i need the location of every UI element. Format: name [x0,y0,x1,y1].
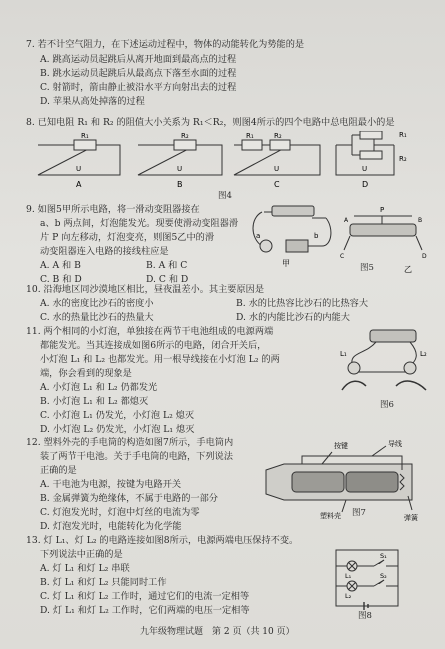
q8-label-b: B [177,180,183,189]
figure-4-caption: 图4 [218,191,232,201]
page-footer: 九年级物理试题 第 2 页（共 10 页） [140,627,295,637]
q12-fig-button: 按键 [334,442,348,450]
q10-option-b: B. 水的比热容比沙石的比热容大 [236,298,369,309]
figure-6-caption: 图6 [380,400,394,410]
figure-8-circuit [330,546,404,612]
q9-fig-term-d: D [422,253,427,260]
q13-line-2: 下列说法中正确的是 [40,549,123,560]
q8-label-a: A [76,180,82,189]
q10-option-a: A. 水的密度比沙石的密度小 [40,298,154,309]
q8-c-r1-label: R₁ [246,132,254,140]
q13-line-1: 13. 灯 L₁、灯 L₂ 的电路连接如图8所示，电源两端电压保持不变。 [26,535,299,546]
q13-fig-l2: L₂ [345,592,352,600]
q12-fig-spring: 弹簧 [404,514,418,522]
q12-option-a: A. 干电池为电源，按键为电路开关 [40,479,182,490]
q9-line-4: 动变阻器连入电路的接线柱应是 [40,246,169,257]
figure-7-flashlight [262,436,432,522]
q9-fig-term-c: C [340,253,345,260]
q9-fig-term-b: B [418,217,423,224]
q13-fig-l1: L₁ [345,572,352,580]
q8-a-u: U [76,165,82,173]
q8-label-c: C [274,180,280,189]
q13-option-a: A. 灯 L₁ 和灯 L₂ 串联 [40,563,130,574]
q10-option-c: C. 水的热量比沙石的热量大 [40,312,154,323]
q12-line-3: 正确的是 [40,465,77,476]
q11-fig-l2: L₂ [420,350,427,358]
q9-fig-a: a [256,232,261,240]
figure-8-caption: 图8 [358,611,372,621]
q7-option-b: B. 跳水运动员起跳后从最高点下落至水面的过程 [40,68,237,79]
q11-line-1: 11. 两个相同的小灯泡，单独接在两节干电池组成的电源两端 [26,326,274,337]
figure-4-circuits [34,131,426,193]
q9-line-2: a、b 两点间，灯泡能发光。现要使滑动变阻器滑 [40,218,239,229]
q10-option-d: D. 水的内能比沙石的内能大 [236,312,350,323]
q7-option-c: C. 射箭时，箭由静止被沿水平方向射出去的过程 [40,82,237,93]
q11-line-3: 小灯泡 L₁ 和 L₂ 也都发光。用一根导线接在小灯泡 L₂ 的两 [40,354,280,365]
q12-line-2: 装了两节干电池。关于手电筒的电路，下列说法 [40,451,233,462]
q8-c-u: U [274,165,280,173]
q8-d-r2-label: R₂ [399,155,407,163]
q7-option-a: A. 跳高运动员起跳后从离开地面到最高点的过程 [40,54,237,65]
q13-fig-s2: S₂ [380,572,387,580]
q9-fig-p: P [380,206,385,214]
figure-5-caption: 图5 [360,263,374,273]
q12-option-b: B. 金属弹簧为绝缘体，不属于电路的一部分 [40,493,218,504]
q8-b-u: U [177,165,183,173]
figure-7-caption: 图7 [352,508,366,518]
q8-d-u: U [362,165,368,173]
q13-option-b: B. 灯 L₁ 和灯 L₂ 只能同时工作 [40,577,167,588]
figure-6 [336,326,434,396]
q9-option-c: C. B 和 D [40,274,82,285]
q9-line-1: 9. 如图5甲所示电路，将一滑动变阻器接在 [26,204,200,215]
figure-5 [242,198,432,280]
q13-option-c: C. 灯 L₁ 和灯 L₂ 工作时，通过它们的电流一定相等 [40,591,250,602]
q9-option-b: B. A 和 C [146,260,188,271]
q11-option-d: D. 小灯泡 L₂ 仍发光，小灯泡 L₁ 熄灭 [40,424,195,435]
q12-option-d: D. 灯泡发光时，电能转化为化学能 [40,521,182,532]
q7-stem: 7. 若不计空气阻力，在下述运动过程中，物体的动能转化为势能的是 [26,39,305,50]
q11-fig-l1: L₁ [340,350,347,358]
q12-fig-shell: 塑料壳 [320,512,341,520]
q8-a-r-label: R₁ [81,132,89,140]
q12-fig-wire: 导线 [388,440,402,448]
q11-option-b: B. 小灯泡 L₁ 和 L₂ 都熄灭 [40,396,149,407]
q9-fig-term-a: A [344,217,349,224]
q10-stem: 10. 沿海地区同沙漠地区相比，昼夜温差小。其主要原因是 [26,284,265,295]
q13-fig-s1: S₁ [380,552,387,560]
q8-label-d: D [362,180,369,189]
q7-option-d: D. 苹果从高处掉落的过程 [40,96,145,107]
q9-fig-yi: 乙 [404,265,412,274]
q11-line-2: 都能发光。当其连接成如图6所示的电路，闭合开关后， [40,340,267,351]
q8-c-r2-label: R₂ [274,132,282,140]
q9-option-a: A. A 和 B [40,260,81,271]
q8-b-r-label: R₂ [181,132,189,140]
q12-option-c: C. 灯泡发光时，灯泡中灯丝的电流为零 [40,507,200,518]
q12-line-1: 12. 塑料外壳的手电筒的构造如图7所示，手电筒内 [26,437,234,448]
q9-fig-b: b [314,232,319,240]
q11-option-a: A. 小灯泡 L₁ 和 L₂ 仍都发光 [40,382,158,393]
q9-option-d: D. C 和 D [146,274,189,285]
q11-option-c: C. 小灯泡 L₁ 仍发光，小灯泡 L₂ 熄灭 [40,410,195,421]
q13-option-d: D. 灯 L₁ 和灯 L₂ 工作时，它们两端的电压一定相等 [40,605,250,616]
q9-fig-jia: 甲 [282,259,290,268]
q8-d-r1-label: R₁ [399,131,407,139]
q9-line-3: 片 P 向左移动，灯泡变亮，则图5乙中的滑 [40,232,215,243]
q11-line-4: 端，你会看到的现象是 [40,368,132,379]
q8-stem: 8. 已知电阻 R₁ 和 R₂ 的阻值大小关系为 R₁＜R₂，则图4所示的四个电路中总电阻最小的是 [26,117,395,128]
